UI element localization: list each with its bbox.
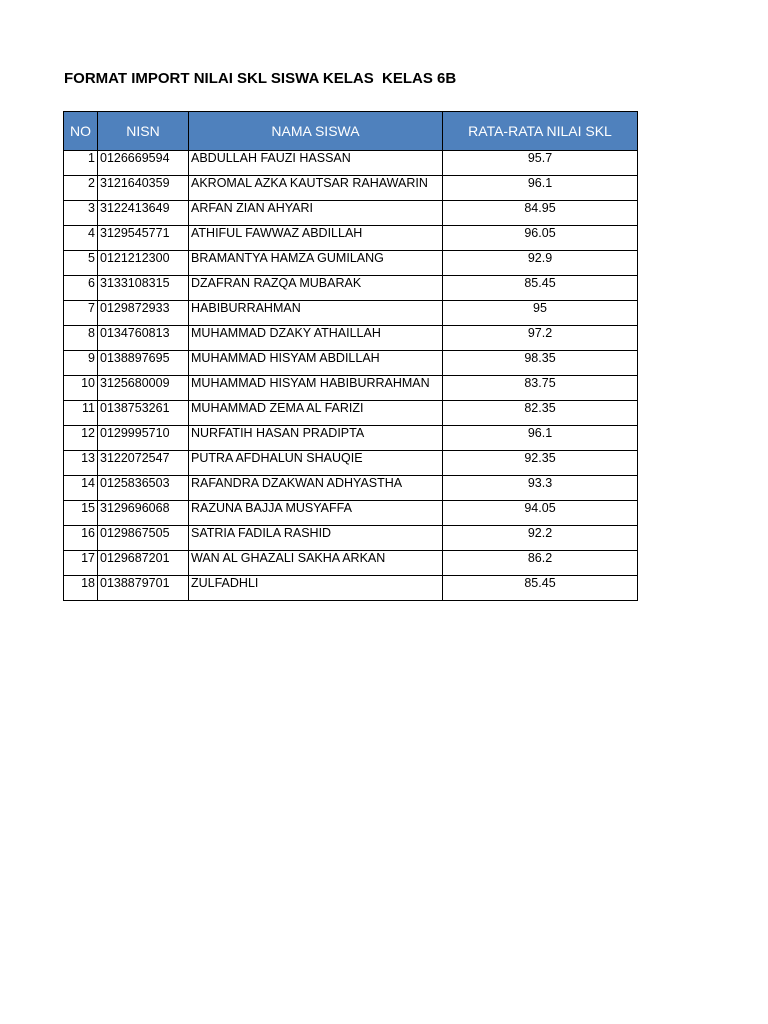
student-grades-table	[63, 111, 638, 601]
cell-rata-rata[interactable]: 95.7	[443, 151, 638, 176]
cell-nama-siswa[interactable]: ZULFADHLI	[189, 576, 443, 601]
cell-rata-rata[interactable]: 82.35	[443, 401, 638, 426]
cell-rata-rata[interactable]: 85.45	[443, 276, 638, 301]
table-row	[64, 251, 638, 276]
cell-nisn[interactable]: 3125680009	[98, 376, 189, 401]
cell-nisn[interactable]: 0129867505	[98, 526, 189, 551]
cell-nama-siswa[interactable]: HABIBURRAHMAN	[189, 301, 443, 326]
cell-no[interactable]: 6	[64, 276, 98, 301]
cell-rata-rata[interactable]: 92.9	[443, 251, 638, 276]
cell-rata-rata[interactable]: 85.45	[443, 576, 638, 601]
header-nisn: NISN	[98, 112, 189, 151]
cell-rata-rata[interactable]: 92.35	[443, 451, 638, 476]
cell-no[interactable]: 2	[64, 176, 98, 201]
header-rata-rata-nilai-skl: RATA-RATA NILAI SKL	[443, 112, 638, 151]
table-row	[64, 401, 638, 426]
cell-nisn[interactable]: 3122072547	[98, 451, 189, 476]
cell-nisn[interactable]: 3122413649	[98, 201, 189, 226]
table-row	[64, 476, 638, 501]
cell-no[interactable]: 14	[64, 476, 98, 501]
cell-nama-siswa[interactable]: MUHAMMAD ZEMA AL FARIZI	[189, 401, 443, 426]
cell-no[interactable]: 10	[64, 376, 98, 401]
cell-nisn[interactable]: 0138879701	[98, 576, 189, 601]
cell-nama-siswa[interactable]: DZAFRAN RAZQA MUBARAK	[189, 276, 443, 301]
cell-rata-rata[interactable]: 96.1	[443, 426, 638, 451]
cell-no[interactable]: 4	[64, 226, 98, 251]
table-row	[64, 526, 638, 551]
cell-nisn[interactable]: 0129687201	[98, 551, 189, 576]
table-row	[64, 576, 638, 601]
cell-no[interactable]: 12	[64, 426, 98, 451]
table-row	[64, 176, 638, 201]
table-row	[64, 301, 638, 326]
cell-nisn[interactable]: 3129696068	[98, 501, 189, 526]
cell-nisn[interactable]: 0138897695	[98, 351, 189, 376]
cell-no[interactable]: 9	[64, 351, 98, 376]
cell-no[interactable]: 1	[64, 151, 98, 176]
cell-nama-siswa[interactable]: WAN AL GHAZALI SAKHA ARKAN	[189, 551, 443, 576]
cell-nisn[interactable]: 0134760813	[98, 326, 189, 351]
cell-nama-siswa[interactable]: NURFATIH HASAN PRADIPTA	[189, 426, 443, 451]
cell-nama-siswa[interactable]: ABDULLAH FAUZI HASSAN	[189, 151, 443, 176]
cell-no[interactable]: 8	[64, 326, 98, 351]
cell-rata-rata[interactable]: 84.95	[443, 201, 638, 226]
table-row	[64, 226, 638, 251]
cell-rata-rata[interactable]: 98.35	[443, 351, 638, 376]
cell-nama-siswa[interactable]: RAFANDRA DZAKWAN ADHYASTHA	[189, 476, 443, 501]
cell-rata-rata[interactable]: 94.05	[443, 501, 638, 526]
table-row	[64, 426, 638, 451]
cell-nama-siswa[interactable]: BRAMANTYA HAMZA GUMILANG	[189, 251, 443, 276]
table-row	[64, 451, 638, 476]
cell-no[interactable]: 5	[64, 251, 98, 276]
cell-no[interactable]: 7	[64, 301, 98, 326]
table-row	[64, 151, 638, 176]
table-row	[64, 326, 638, 351]
cell-nisn[interactable]: 0121212300	[98, 251, 189, 276]
table-row	[64, 201, 638, 226]
cell-no[interactable]: 17	[64, 551, 98, 576]
cell-nisn[interactable]: 0138753261	[98, 401, 189, 426]
sheet-title: FORMAT IMPORT NILAI SKL SISWA KELAS KELAS 6B	[64, 70, 457, 87]
cell-rata-rata[interactable]: 96.1	[443, 176, 638, 201]
table-row	[64, 501, 638, 526]
cell-nama-siswa[interactable]: SATRIA FADILA RASHID	[189, 526, 443, 551]
cell-nisn[interactable]: 0125836503	[98, 476, 189, 501]
cell-nisn[interactable]: 0126669594	[98, 151, 189, 176]
cell-nama-siswa[interactable]: PUTRA AFDHALUN SHAUQIE	[189, 451, 443, 476]
cell-rata-rata[interactable]: 93.3	[443, 476, 638, 501]
table-row	[64, 276, 638, 301]
cell-nisn[interactable]: 3129545771	[98, 226, 189, 251]
cell-nama-siswa[interactable]: RAZUNA BAJJA MUSYAFFA	[189, 501, 443, 526]
cell-no[interactable]: 16	[64, 526, 98, 551]
cell-rata-rata[interactable]: 92.2	[443, 526, 638, 551]
cell-nisn[interactable]: 3121640359	[98, 176, 189, 201]
cell-nama-siswa[interactable]: AKROMAL AZKA KAUTSAR RAHAWARIN	[189, 176, 443, 201]
cell-rata-rata[interactable]: 86.2	[443, 551, 638, 576]
cell-nama-siswa[interactable]: ARFAN ZIAN AHYARI	[189, 201, 443, 226]
table-header-row	[64, 112, 638, 151]
table-row	[64, 351, 638, 376]
table-body	[64, 151, 638, 601]
cell-rata-rata[interactable]: 83.75	[443, 376, 638, 401]
cell-no[interactable]: 18	[64, 576, 98, 601]
header-nama-siswa: NAMA SISWA	[189, 112, 443, 151]
cell-nama-siswa[interactable]: ATHIFUL FAWWAZ ABDILLAH	[189, 226, 443, 251]
cell-rata-rata[interactable]: 95	[443, 301, 638, 326]
cell-no[interactable]: 3	[64, 201, 98, 226]
cell-no[interactable]: 15	[64, 501, 98, 526]
header-no: NO	[64, 112, 98, 151]
cell-rata-rata[interactable]: 97.2	[443, 326, 638, 351]
cell-nama-siswa[interactable]: MUHAMMAD HISYAM ABDILLAH	[189, 351, 443, 376]
cell-nisn[interactable]: 0129872933	[98, 301, 189, 326]
cell-nisn[interactable]: 0129995710	[98, 426, 189, 451]
cell-no[interactable]: 13	[64, 451, 98, 476]
cell-nama-siswa[interactable]: MUHAMMAD HISYAM HABIBURRAHMAN	[189, 376, 443, 401]
table-row	[64, 376, 638, 401]
cell-no[interactable]: 11	[64, 401, 98, 426]
cell-nisn[interactable]: 3133108315	[98, 276, 189, 301]
cell-nama-siswa[interactable]: MUHAMMAD DZAKY ATHAILLAH	[189, 326, 443, 351]
cell-rata-rata[interactable]: 96.05	[443, 226, 638, 251]
table-row	[64, 551, 638, 576]
